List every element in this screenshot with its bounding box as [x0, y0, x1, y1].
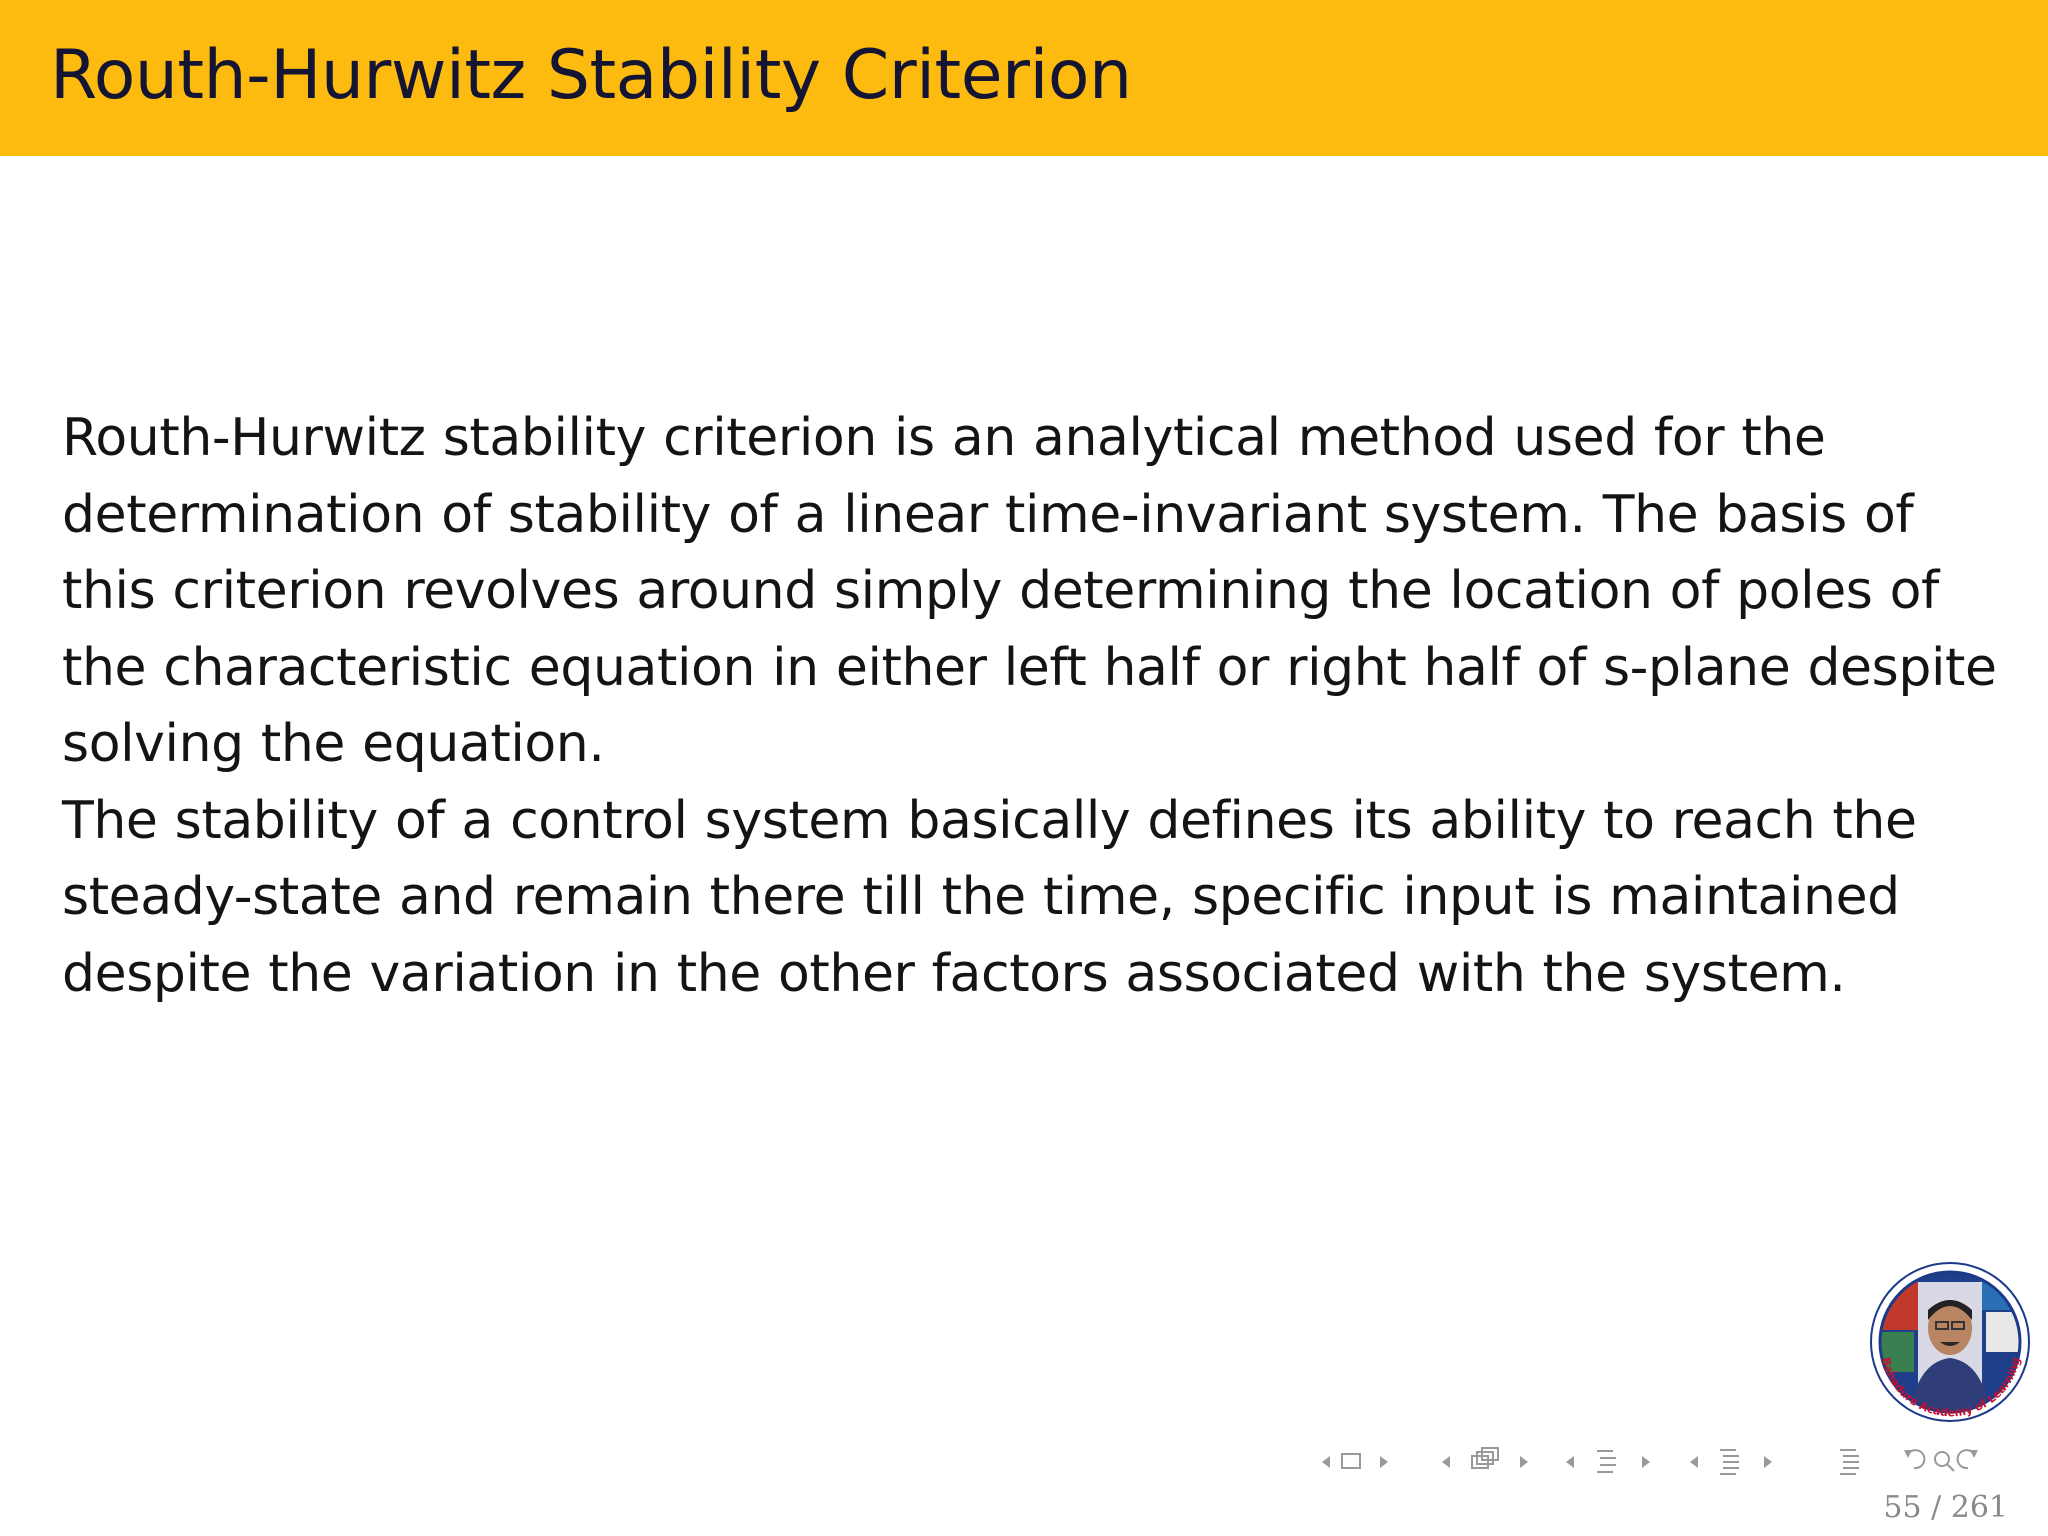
frame-icon[interactable] — [1342, 1454, 1360, 1468]
section-icon[interactable] — [1597, 1451, 1616, 1472]
academy-logo — [1868, 1262, 2032, 1426]
slide-title: Routh-Hurwitz Stability Criterion — [50, 36, 1132, 115]
frame-next-icon[interactable] — [1380, 1456, 1388, 1468]
forward-icon[interactable] — [1958, 1450, 1978, 1468]
page-indicator: 55 / 261 — [1883, 1490, 2008, 1525]
subsection-prev-icon[interactable] — [1442, 1456, 1450, 1468]
slide-body — [62, 400, 2022, 1012]
section-next-icon[interactable] — [1642, 1456, 1650, 1468]
search-icon[interactable] — [1935, 1452, 1954, 1471]
logo-caption: Bahadure Academy of Learning — [1879, 1356, 2023, 1420]
body-line: the characteristic equation in either left half or right half of s-plane despite — [62, 637, 1997, 698]
document-prev-icon[interactable] — [1690, 1456, 1698, 1468]
frame-prev-icon[interactable] — [1322, 1456, 1330, 1468]
toc-icon[interactable] — [1840, 1450, 1859, 1474]
body-line: this criterion revolves around simply determining the location of poles of — [62, 561, 1939, 621]
body-line: solving the equation. — [62, 714, 605, 774]
beamer-navigation — [1312, 1442, 2032, 1482]
body-line: determination of stability of a linear time-invariant system. The basis of — [62, 484, 1914, 545]
body-line: despite the variation in the other factors associated with the system. — [62, 943, 1846, 1004]
back-icon[interactable] — [1904, 1450, 1924, 1468]
document-icon[interactable] — [1720, 1450, 1739, 1474]
subsection-next-icon[interactable] — [1520, 1456, 1528, 1468]
body-line: steady-state and remain there till the time, specific input is maintained — [62, 867, 1900, 927]
document-next-icon[interactable] — [1764, 1456, 1772, 1468]
subsection-icon[interactable] — [1472, 1448, 1498, 1468]
section-prev-icon[interactable] — [1566, 1456, 1574, 1468]
body-line: The stability of a control system basically defines its ability to reach the — [62, 790, 1917, 851]
body-line: Routh-Hurwitz stability criterion is an analytical method used for the — [62, 408, 1826, 468]
title-bar — [0, 0, 2048, 156]
